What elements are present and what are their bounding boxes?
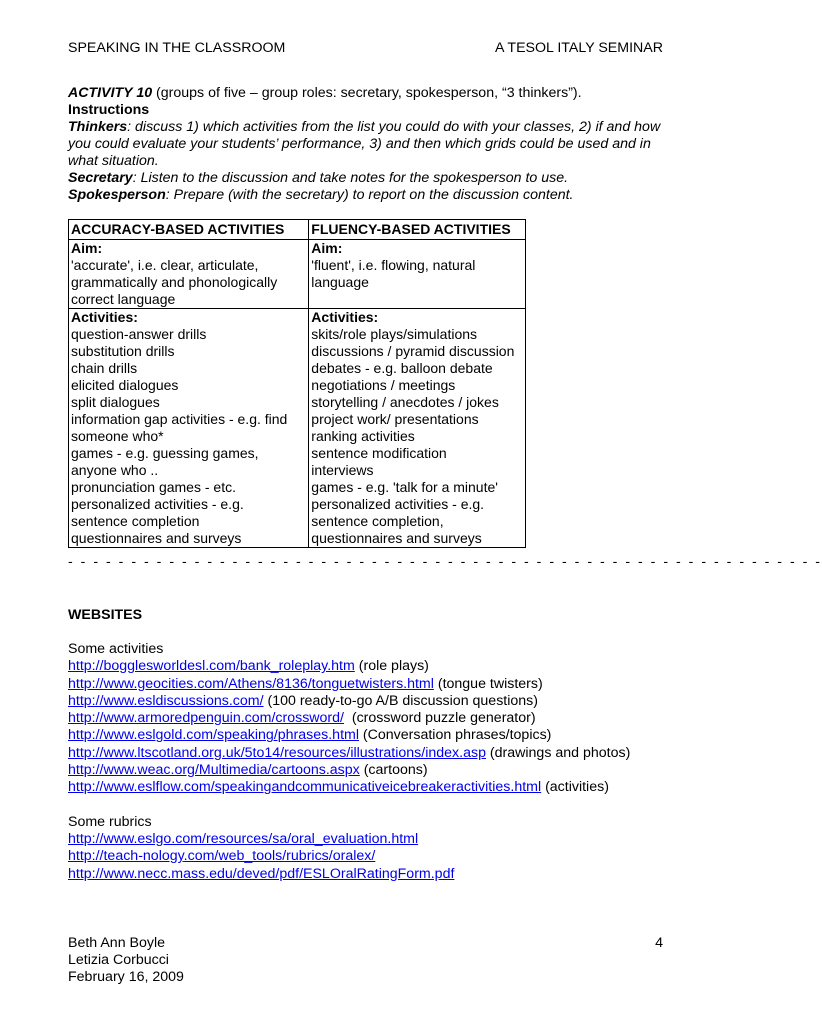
activities-row — [69, 309, 526, 548]
list-item: question-answer drills — [71, 326, 207, 342]
list-item — [68, 676, 663, 693]
list-item: anyone who .. — [71, 462, 159, 478]
list-item: grammatically and phonologically — [71, 274, 278, 290]
link-note: (drawings and photos) — [485, 744, 631, 761]
accuracy-header: ACCURACY-BASED ACTIVITIES — [69, 220, 309, 240]
list-item: questionnaires and surveys — [311, 530, 482, 546]
activities-table — [68, 219, 526, 548]
list-item: chain drills — [71, 360, 138, 376]
list-item: negotiations / meetings — [311, 377, 456, 393]
rubrics-links-block — [68, 814, 663, 883]
list-item — [68, 762, 663, 779]
page-number: 4 — [655, 935, 663, 951]
link-note: (crossword puzzle generator) — [343, 710, 536, 727]
list-item: 'fluent', i.e. flowing, natural — [311, 257, 476, 273]
list-item: ranking activities — [311, 428, 415, 444]
list-item — [68, 710, 663, 727]
link[interactable]: http://www.eslgo.com/resources/sa/oral_evaluation.html — [68, 830, 419, 847]
accuracy-activities-cell — [69, 309, 309, 548]
aim-label: Aim: — [71, 240, 103, 256]
link-note: (100 ready-to-go A/B discussion questions) — [263, 692, 538, 709]
list-item: games - e.g. guessing games, — [71, 445, 259, 461]
list-item: discussions / pyramid discussion — [311, 343, 515, 359]
list-item: personalized activities - e.g. — [71, 496, 244, 512]
list-item: debates - e.g. balloon debate — [311, 360, 493, 376]
list-item — [68, 831, 663, 848]
list-item: games - e.g. 'talk for a minute' — [311, 479, 498, 495]
link[interactable]: http://www.necc.mass.edu/deved/pdf/ESLOralRatingForm.pdf — [68, 865, 455, 882]
link[interactable]: http://www.eslgold.com/speaking/phrases.html — [68, 727, 359, 744]
link[interactable]: http://www.geocities.com/Athens/8136/tonguetwisters.html — [68, 675, 434, 692]
list-item: project work/ presentations — [311, 411, 479, 427]
dashed-separator: - - - - - - - - - - - - - - - - - - - - - - - - - - - - - - - - - - - - - - - - - - - - - - - - - - - - - - - - - - - - — [68, 554, 822, 570]
aim-label: Aim: — [311, 240, 343, 256]
list-item: substitution drills — [71, 343, 175, 359]
table-header-row — [69, 220, 526, 240]
header-right: A TESOL ITALY SEMINAR — [495, 40, 663, 56]
list-item: sentence completion, — [311, 513, 444, 529]
list-item: pronunciation games - etc. — [71, 479, 236, 495]
link-note: (Conversation phrases/topics) — [358, 727, 552, 744]
websites-title: WEBSITES — [68, 607, 143, 623]
page-header — [68, 40, 663, 57]
footer-date: February 16, 2009 — [68, 969, 184, 985]
list-item: elicited dialogues — [71, 377, 179, 393]
secretary-text: : Listen to the discussion and take notes for the spokesperson to use. — [132, 170, 569, 186]
list-item: 'accurate', i.e. clear, articulate, — [71, 257, 259, 273]
page-footer — [68, 935, 663, 986]
list-item — [68, 866, 663, 883]
secretary-label: Secretary — [68, 170, 133, 186]
link[interactable]: http://bogglesworldesl.com/bank_roleplay.htm — [68, 658, 355, 675]
list-item: storytelling / anecdotes / jokes — [311, 394, 499, 410]
link[interactable]: http://teach-nology.com/web_tools/rubrics/oralex/ — [68, 848, 376, 865]
list-item: skits/role plays/simulations — [311, 326, 478, 342]
footer-author-1: Beth Ann Boyle — [68, 935, 166, 951]
list-item: interviews — [311, 462, 374, 478]
activity-subtitle: (groups of five – group roles: secretary, spokesperson, “3 thinkers”). — [152, 85, 582, 101]
list-item: information gap activities - e.g. find — [71, 411, 288, 427]
fluency-header: FLUENCY-BASED ACTIVITIES — [309, 220, 526, 240]
document-page — [68, 40, 822, 883]
accuracy-aim-cell — [69, 240, 309, 309]
list-item: questionnaires and surveys — [71, 530, 242, 546]
fluency-aim-cell — [309, 240, 526, 309]
link-note: (activities) — [541, 779, 609, 796]
aim-row — [69, 240, 526, 309]
activity-section — [68, 85, 663, 204]
link[interactable]: http://www.ltscotland.org.uk/5to14/resources/illustrations/index.asp — [68, 744, 486, 761]
list-item — [68, 693, 663, 710]
list-item: correct language — [71, 291, 176, 307]
list-item: sentence completion — [71, 513, 200, 529]
activities-links-block — [68, 641, 663, 797]
activity-title: ACTIVITY 10 — [68, 85, 153, 101]
link-note: (cartoons) — [359, 762, 428, 779]
link[interactable]: http://www.esldiscussions.com/ — [68, 692, 264, 709]
list-item: someone who* — [71, 428, 164, 444]
list-item: language — [311, 274, 369, 290]
link[interactable]: http://www.armoredpenguin.com/crossword/ — [68, 710, 344, 727]
header-left: SPEAKING IN THE CLASSROOM — [68, 40, 286, 56]
instructions-label: Instructions — [68, 102, 150, 118]
list-item: personalized activities - e.g. — [311, 496, 485, 512]
link[interactable]: http://www.weac.org/Multimedia/cartoons.aspx — [68, 762, 360, 779]
link-note: (tongue twisters) — [433, 675, 543, 692]
list-item — [68, 745, 663, 762]
link[interactable]: http://www.eslflow.com/speakingandcommunicativeicebreakeractivities.html — [68, 779, 542, 796]
list-item — [68, 848, 663, 865]
list-item — [68, 727, 663, 744]
link-note: (role plays) — [354, 658, 429, 675]
activities-label: Activities: — [71, 309, 138, 325]
thinkers-label: Thinkers — [68, 119, 128, 135]
list-item — [68, 658, 663, 675]
list-item — [68, 779, 663, 796]
rubrics-heading: Some rubrics — [68, 813, 152, 830]
fluency-activities-cell — [309, 309, 526, 548]
spokesperson-label: Spokesperson — [68, 187, 166, 203]
list-item: sentence modification — [311, 445, 447, 461]
activities-label: Activities: — [311, 309, 379, 325]
footer-author-2: Letizia Corbucci — [68, 952, 169, 968]
thinkers-text: : discuss 1) which activities from the list you could do with your classes, 2) if and how you could evaluate your students’ performance, 3) and then which grids could be used and in what situation. — [68, 119, 661, 169]
list-item: split dialogues — [71, 394, 160, 410]
activities-heading: Some activities — [68, 641, 164, 657]
spokesperson-text: : Prepare (with the secretary) to report on the discussion content. — [165, 187, 574, 203]
